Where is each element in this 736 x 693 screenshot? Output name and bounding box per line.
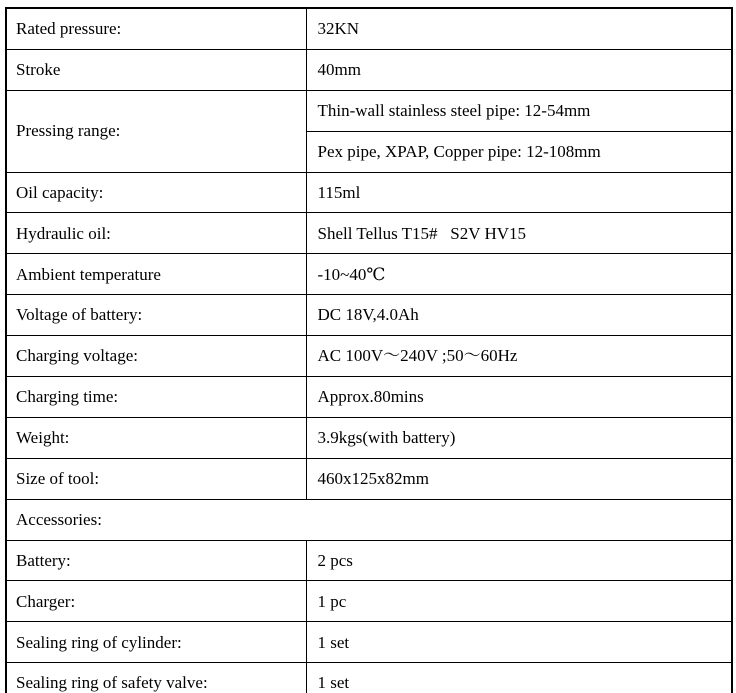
spec-value: 32KN [306,8,732,49]
row-oil-capacity [6,172,732,213]
row-battery [6,540,732,581]
row-accessories-section [6,499,732,540]
spec-label: Ambient temperature [6,254,306,295]
spec-value: 115ml [306,172,732,213]
spec-label: Sealing ring of cylinder: [6,622,306,663]
spec-value: 1 set [306,622,732,663]
row-sealing-ring-cylinder [6,622,732,663]
row-charger [6,581,732,622]
spec-value: -10~40℃ [306,254,732,295]
spec-value: 1 pc [306,581,732,622]
spec-label: Rated pressure: [6,8,306,49]
spec-table [5,7,733,693]
spec-value: 1 set [306,663,732,693]
row-sealing-ring-safety-valve [6,663,732,693]
row-stroke [6,49,732,90]
spec-value: 460x125x82mm [306,458,732,499]
row-charging-time [6,377,732,418]
spec-value: Thin-wall stainless steel pipe: 12-54mm [306,90,732,131]
spec-value: 2 pcs [306,540,732,581]
spec-value: Approx.80mins [306,377,732,418]
spec-label: Weight: [6,417,306,458]
spec-value: 40mm [306,49,732,90]
spec-value: Pex pipe, XPAP, Copper pipe: 12-108mm [306,131,732,172]
spec-label: Charging time: [6,377,306,418]
spec-value: DC 18V,4.0Ah [306,295,732,336]
spec-label: Pressing range: [6,90,306,172]
row-rated-pressure [6,8,732,49]
row-charging-voltage [6,336,732,377]
spec-value: 3.9kgs(with battery) [306,417,732,458]
spec-label: Oil capacity: [6,172,306,213]
row-hydraulic-oil [6,213,732,254]
spec-label: Hydraulic oil: [6,213,306,254]
row-ambient-temperature [6,254,732,295]
spec-value: AC 100V～240V ;50～60Hz [306,336,732,377]
spec-label: Sealing ring of safety valve: [6,663,306,693]
row-voltage-of-battery [6,295,732,336]
spec-label: Charging voltage: [6,336,306,377]
spec-label: Charger: [6,581,306,622]
spec-label: Battery: [6,540,306,581]
spec-label: Voltage of battery: [6,295,306,336]
row-pressing-range-1 [6,90,732,131]
spec-value: Shell Tellus T15# S2V HV15 [306,213,732,254]
row-weight [6,417,732,458]
row-size-of-tool [6,458,732,499]
spec-label: Stroke [6,49,306,90]
section-header: Accessories: [6,499,732,540]
spec-label: Size of tool: [6,458,306,499]
